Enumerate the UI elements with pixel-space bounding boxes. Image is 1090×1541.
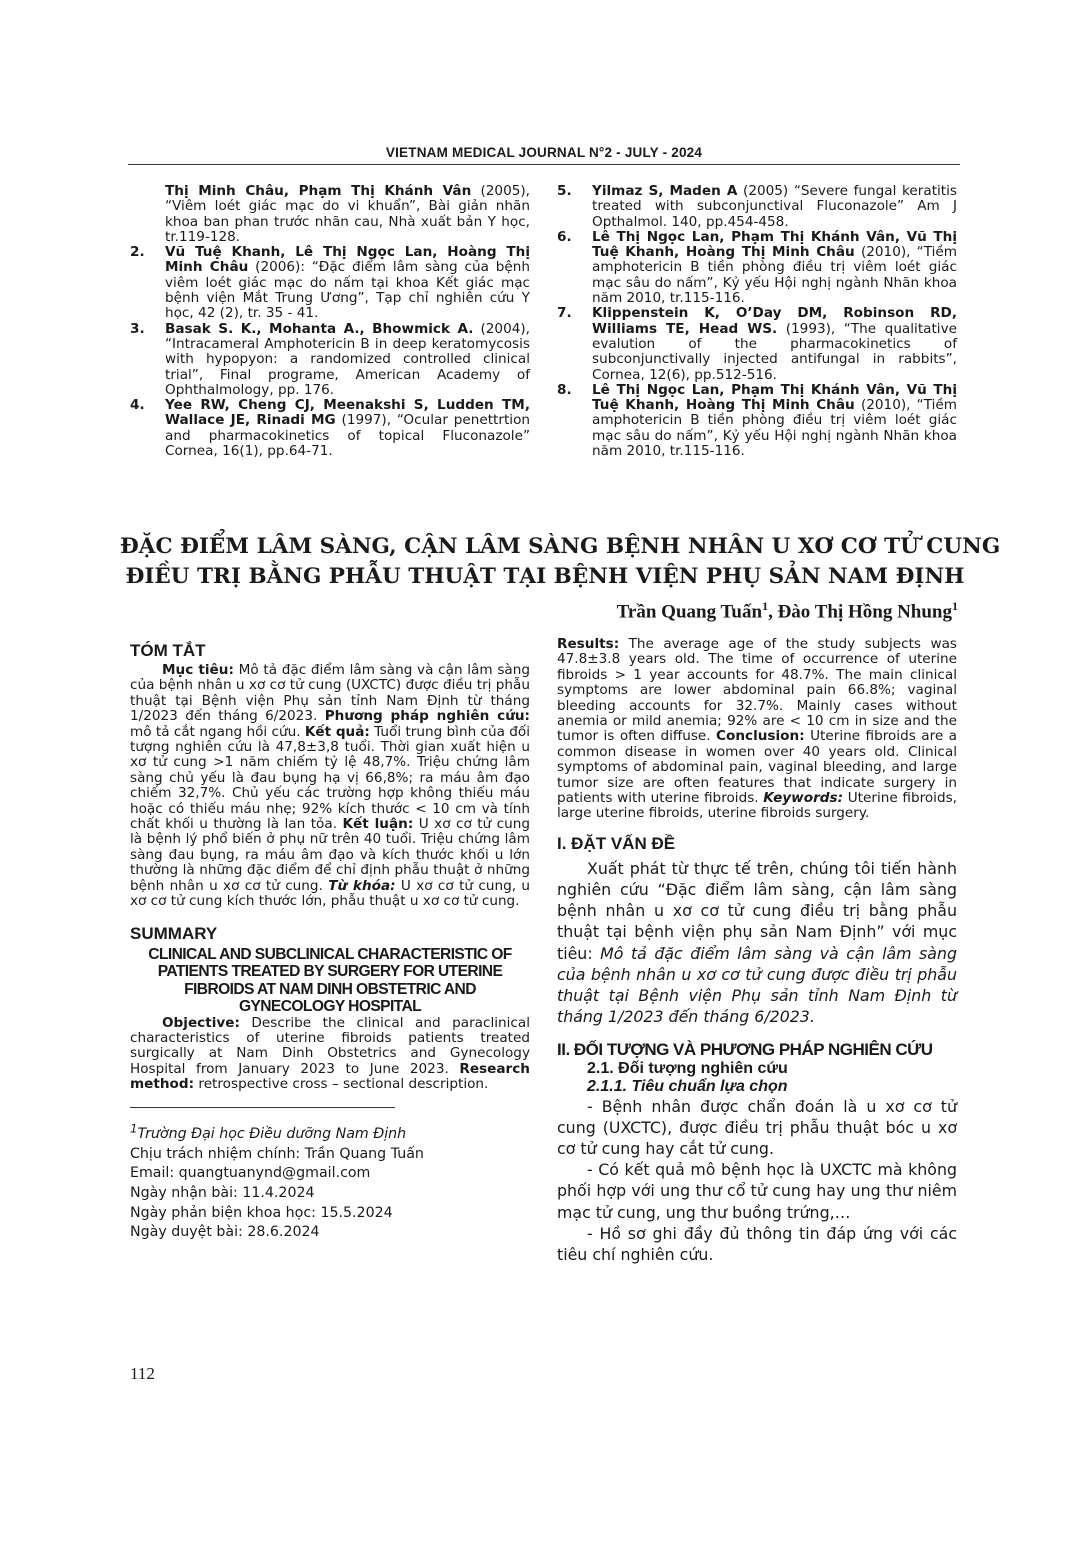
- reference-authors: Lê Thị Ngọc Lan, Phạm Thị Khánh Vân, Vũ Thị Tuệ Khanh, Hoàng Thị Minh Châu: [592, 381, 957, 414]
- reference-number: 6.: [557, 228, 572, 245]
- section-heading-introduction: I. ĐẶT VẤN ĐỀ: [557, 833, 676, 853]
- right-column: [557, 637, 957, 1265]
- reference-authors: Yee RW, Cheng CJ, Meenakshi S, Ludden TM, Wallace JE, Rinadi MG: [165, 397, 530, 429]
- author-name: Trần Quang Tuấn: [616, 601, 763, 623]
- subsubsection-heading: 2.1.1. Tiêu chuẩn lựa chọn: [587, 1077, 788, 1095]
- author-affiliation-mark: 1: [952, 599, 958, 613]
- reference-number: 5.: [557, 183, 572, 199]
- left-column: [130, 637, 530, 1243]
- reference-number: 3.: [130, 320, 145, 337]
- journal-header: VIETNAM MEDICAL JOURNAL N°2 - JULY - 2024: [385, 145, 703, 160]
- header-rule: [128, 164, 960, 165]
- reference-text: (2006): “Đặc điểm lâm sàng của bệnh viêm loét giác mạc do nấm tại khoa Kết giác mạc bệnh viện Mắt Trung Ương”, Tạp chỉ nghiên cứu Y học, 42 (2), tr. 35 - 41.: [165, 259, 530, 322]
- references-left: [130, 184, 530, 459]
- date-reviewed: Ngày phản biện khoa học: 15.5.2024: [130, 1204, 393, 1221]
- article-title-line-2: ĐIỀU TRỊ BẰNG PHẪU THUẬT TẠI BỆNH VIỆN PHỤ SẢN NAM ĐỊNH: [125, 564, 965, 589]
- reference-item: [557, 383, 957, 459]
- contact-email: Email: quangtuanynd@gmail.com: [130, 1165, 371, 1182]
- reference-text: (2005), “Viêm loét giác mạc do vi khuẩn”, Bài giản nhãn khoa ban phan trước nhãn cau, Nhà xuất bản Y học, tr.119-128.: [165, 183, 530, 245]
- author-name: Đào Thị Hồng Nhung: [777, 601, 952, 623]
- subsection-heading: 2.1. Đối tượng nghiên cứu: [587, 1059, 788, 1077]
- date-received: Ngày nhận bài: 11.4.2024: [130, 1185, 315, 1202]
- section-heading-methods: II. ĐỐI TƯỢNG VÀ PHƯƠNG PHÁP NGHIÊN CỨU: [557, 1039, 933, 1059]
- reference-item: [557, 230, 957, 306]
- reference-number: 4.: [130, 397, 145, 414]
- reference-authors: Lê Thị Ngọc Lan, Phạm Thị Khánh Vân, Vũ Thị Tuệ Khanh, Hoàng Thị Minh Châu: [592, 228, 957, 261]
- references-right: [557, 184, 957, 459]
- criteria-item: - Có kết quả mô bệnh học là UXCTC mà không phối hợp với ung thư cổ tử cung hay ung thư niêm mạc tử cung, ung thư buồng trứng,…: [557, 1160, 957, 1222]
- reference-number: 8.: [557, 381, 572, 398]
- reference-authors: Basak S. K., Mohanta A., Bhowmick A.: [165, 320, 474, 337]
- introduction-text: Xuất phát từ thực tế trên, chúng tôi tiến hành nghiên cứu “Đặc điểm lâm sàng, cận lâm sàng bệnh nhân u xơ cơ tử cung điều trị bằng phẫu thuật tại bệnh viện phụ sản Nam Định” với mục tiêu: Mô tả đặc điểm lâm sàng và cận lâm sàng của bệnh nhân u xơ cơ tử cung được điều trị phẫu thuật tại Bệnh viện Phụ sản tỉnh Nam Định từ tháng 1/2023 đến tháng 6/2023.: [557, 858, 957, 1027]
- reference-text: (2005) “Severe fungal keratitis treated with subconjunctival Fluconazole” Am J Opthalmol. 140, pp.454-458.: [592, 183, 957, 230]
- reference-text: (1997), “Ocular penettrtion and pharmacokinetics of topical Fluconazole” Cornea, 16(1), pp.64-71.: [165, 412, 530, 460]
- reference-item: [557, 184, 957, 230]
- reference-authors: Vũ Tuệ Khanh, Lê Thị Ngọc Lan, Hoàng Thị Minh Châu: [165, 244, 530, 276]
- abstract-heading-vi: TÓM TẮT: [130, 641, 206, 660]
- reference-item: [130, 322, 530, 398]
- reference-item: [130, 245, 530, 321]
- reference-number: 2.: [130, 244, 145, 261]
- reference-item: [130, 398, 530, 459]
- abstract-heading-en: SUMMARY: [130, 923, 218, 943]
- article-title: [120, 532, 1001, 592]
- reference-item: [130, 184, 530, 245]
- reference-number: 7.: [557, 305, 572, 322]
- affiliation: Trường Đại học Điều dưỡng Nam Định: [137, 1126, 407, 1143]
- reference-text: (2004), “Intracameral Amphotericin B in deep keratomycosis with hypopyon: a randomized controlled clinical trial”, Final programe, American Academy of Ophthalmology, pp. 176.: [165, 320, 530, 398]
- reference-authors: Thị Minh Châu, Phạm Thị Khánh Vân: [165, 183, 472, 199]
- footnote-rule: [130, 1107, 395, 1108]
- reference-text: (2010), “Tiềm amphotericin B tiền phòng điều trị viêm loét giác mạc sâu do nấm”, Kỷ yếu Hội nghị ngành Nhãn khoa năm 2010, tr.115-116.: [592, 397, 957, 460]
- english-title: CLINICAL AND SUBCLINICAL CHARACTERISTIC OF PATIENTS TREATED BY SURGERY FOR UTERINE FIBROIDS AT NAM DINH OBSTETRIC AND GYNECOLOGY HOSPITAL: [148, 945, 512, 1015]
- reference-number: [130, 184, 165, 245]
- criteria-item: - Hồ sơ ghi đầy đủ thông tin đáp ứng với các tiêu chí nghiên cứu.: [557, 1223, 957, 1264]
- reference-text: (1993), “The qualitative evalution of the pharmacokinetics of subconjunctivally injected antifungal in rabbits”, Cornea, 12(6), pp.512-516.: [592, 320, 957, 383]
- author-affiliation-mark: 1: [762, 599, 769, 613]
- abstract-en: Objective: Describe the clinical and paraclinical characteristics of uterine fibroids patients treated surgically at Nam Dinh Obstetrics and Gynecology Hospital from January 2023 to June 2023. Research method: retrospective cross – sectional description.: [130, 1014, 530, 1093]
- date-accepted: Ngày duyệt bài: 28.6.2024: [130, 1224, 320, 1241]
- responsible-author: Chịu trách nhiệm chính: Trần Quang Tuấn: [130, 1145, 424, 1162]
- abstract-en-continued: Results: The average age of the study subjects was 47.8±3.8 years old. The time of occurrence of uterine fibroids > 1 year accounts for 48.7%. The main clinical symptoms are lower abdominal pain 66.8%; vaginal bleeding accounts for 32.7%. Mainly cases without anemia or mild anemia; 92% are < 10 cm in size and the tumor is often diffuse. Conclusion: Uterine fibroids are a common disease in women over 40 years old. Clinical symptoms of abdominal pain, vaginal bleeding, and large tumor size are often features that indicate surgery in patients with uterine fibroids. Keywords: Uterine fibroids, large uterine fibroids, uterine fibroids surgery.: [557, 636, 957, 822]
- footnote: $^1$Trường Đại học Điều dưỡng Nam Định Chịu trách nhiệm chính: Trần Quang Tuấn Email: quangtuanynd@gmail.com Ngày nhận bài: 11.4.2024 Ngày phản biện khoa học: 15.5.2024 Ngày duyệt bài: 28.6.2024: [130, 1120, 530, 1243]
- page-number: 112: [130, 1364, 155, 1383]
- article-authors: Trần Quang Tuấn$^1$, Đào Thị Hồng Nhung$^1$: [616, 599, 958, 623]
- reference-item: [557, 306, 957, 382]
- article-title-line-1: ĐẶC ĐIỂM LÂM SÀNG, CẬN LÂM SÀNG BỆNH NHÂN U XƠ CƠ TỬ CUNG: [120, 534, 1001, 559]
- reference-authors: Yilmaz S, Maden A: [592, 183, 738, 199]
- abstract-vi: Mục tiêu: Mô tả đặc điểm lâm sàng và cận lâm sàng của bệnh nhân u xơ cơ tử cung (UXCTC) được điều trị phẫu thuật tại Bệnh viện Phụ sản tỉnh Nam Định từ tháng 1/2023 đến tháng 6/2023. Phương pháp nghiên cứu: mô tả cắt ngang hồi cứu. Kết quả: Tuổi trung bình của đối tượng nghiên cứu là 47,8±3,8 tuổi. Thời gian xuất hiện u xơ tử cung >1 năm chiếm tỷ lệ 48,7%. Triệu chứng lâm sàng chủ yếu là đau bụng hạ vị 66,8%; ra máu âm đạo chiếm 32,7%. Chủ yếu các trường hợp không thiếu máu hoặc có thiếu máu nhẹ; 92% kích thước < 10 cm và tính chất khối u thường là lan tỏa. Kết luận: U xơ cơ tử cung là bệnh lý phổ biến ở phụ nữ trên 40 tuổi. Triệu chứng lâm sàng đau bụng, ra máu âm đạo và kích thước khối u lớn thường là những đặc điểm để chỉ định phẫu thuật ở những bệnh nhân u xơ cơ tử cung. Từ khóa: U xơ cơ tử cung, u xơ cơ tử cung kích thước lớn, phẫu thuật u xơ cơ tử cung.: [130, 662, 530, 910]
- reference-text: (2010), “Tiềm amphotericin B tiền phòng điều trị viêm loét giác mạc sâu do nấm”, Kỷ yếu Hội nghị ngành Nhãn khoa năm 2010, tr.115-116.: [592, 244, 957, 307]
- reference-authors: Klippenstein K, O’Day DM, Robinson RD, Williams TE, Head WS.: [592, 305, 957, 337]
- criteria-item: - Bệnh nhân được chẩn đoán là u xơ cơ tử cung (UXCTC), được điều trị phẫu thuật bóc u xơ cơ tử cung hay cắt tử cung.: [557, 1096, 957, 1158]
